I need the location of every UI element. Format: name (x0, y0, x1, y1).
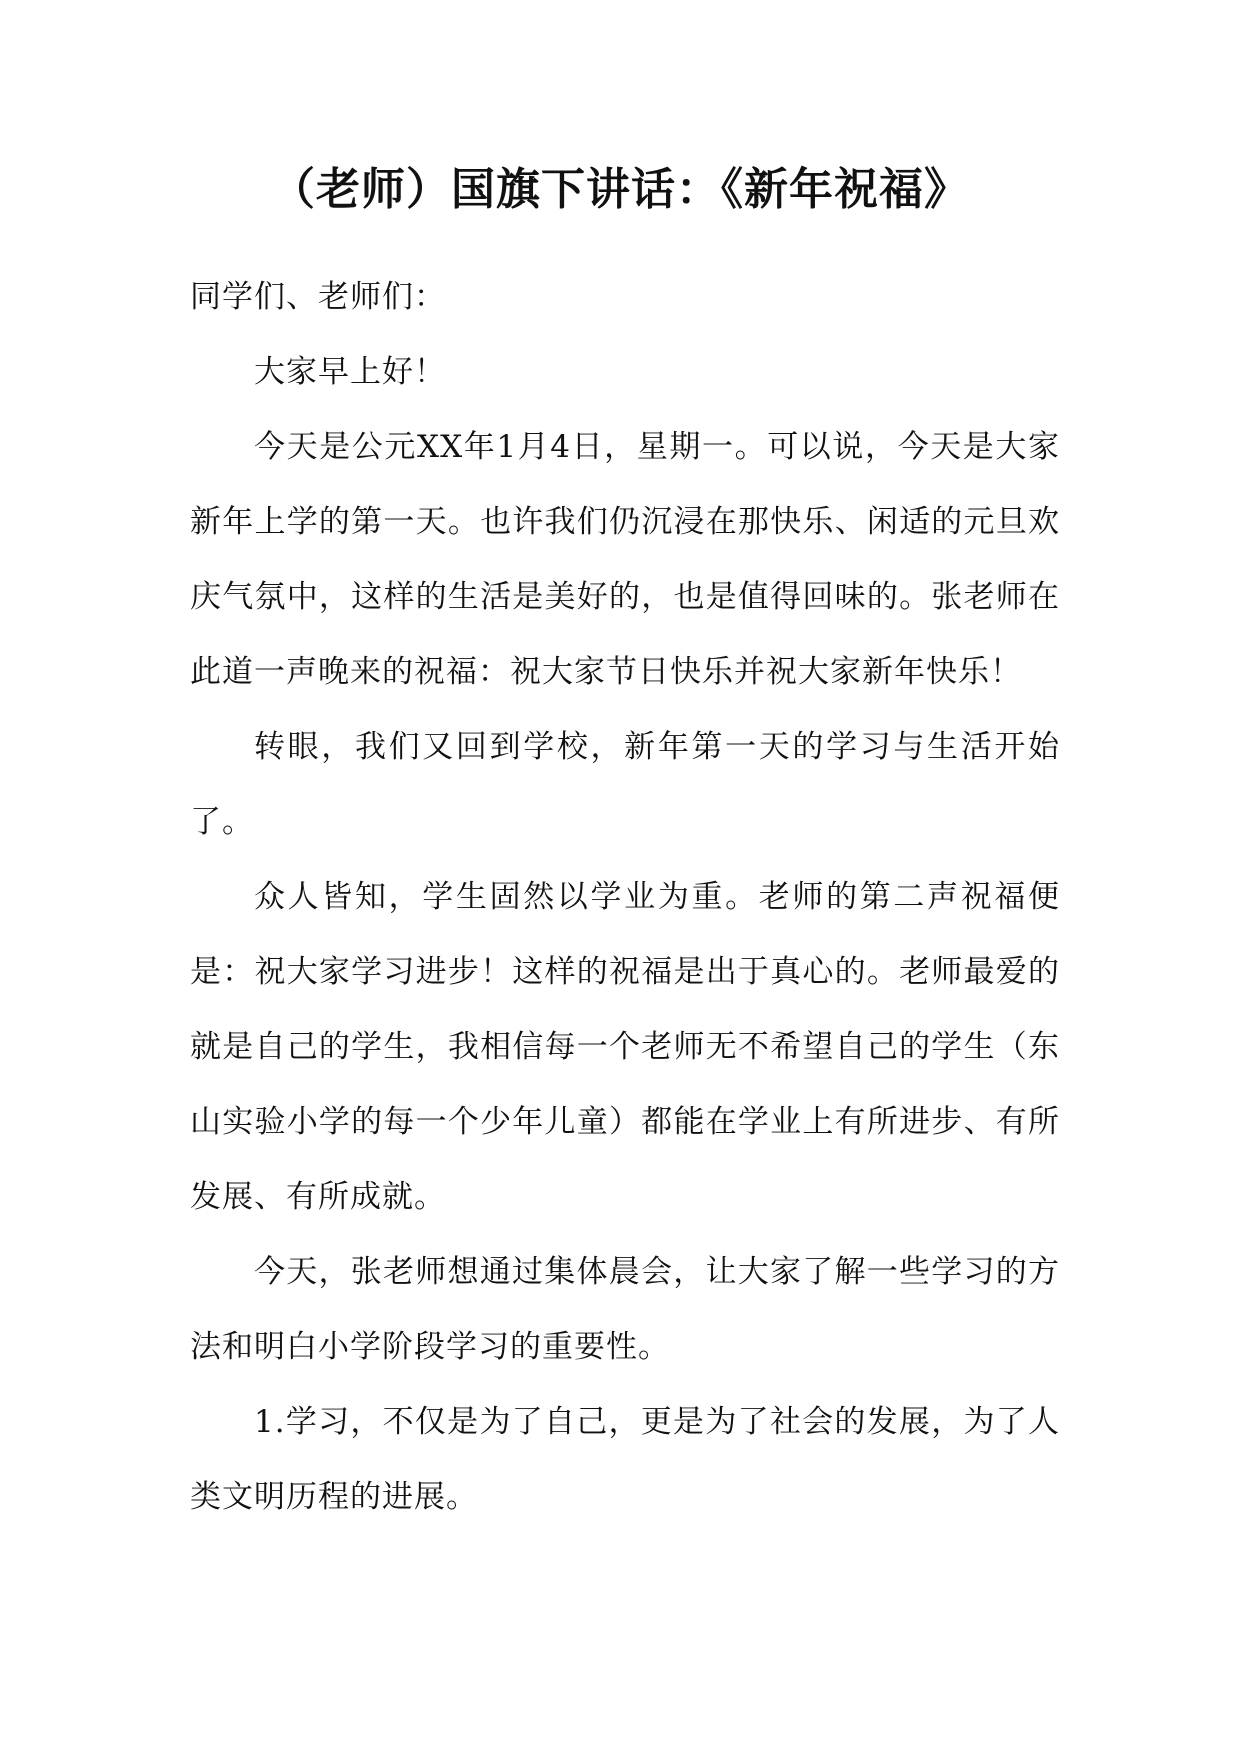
document-body (190, 260, 1060, 1535)
salutation: 同学们、老师们： (190, 279, 446, 315)
paragraph-new-year: 今天是公元XX年1月4日，星期一。可以说，今天是大家新年上学的第一天。也许我们仍沉浸在那快乐、闲适的元旦欢庆气氛中，这样的生活是美好的，也是值得回味的。张老师在此道一声晚来的祝福：祝大家节日快乐并祝大家新年快乐！ (190, 429, 1060, 690)
paragraph-point-1: 1.学习，不仅是为了自己，更是为了社会的发展，为了人类文明历程的进展。 (190, 1404, 1060, 1515)
paragraph-greeting: 大家早上好！ (254, 354, 446, 390)
paragraph-morning-meeting: 今天，张老师想通过集体晨会，让大家了解一些学习的方法和明白小学阶段学习的重要性。 (190, 1254, 1060, 1365)
paragraph-study-blessing: 众人皆知，学生固然以学业为重。老师的第二声祝福便是：祝大家学习进步！这样的祝福是出于真心的。老师最爱的就是自己的学生，我相信每一个老师无不希望自己的学生（东山实验小学的每一个少年儿童）都能在学业上有所进步、有所发展、有所成就。 (190, 879, 1060, 1215)
document-title: （老师）国旗下讲话：《新年祝福》 (271, 164, 969, 215)
paragraph-back-to-school: 转眼，我们又回到学校，新年第一天的学习与生活开始了。 (190, 729, 1060, 840)
